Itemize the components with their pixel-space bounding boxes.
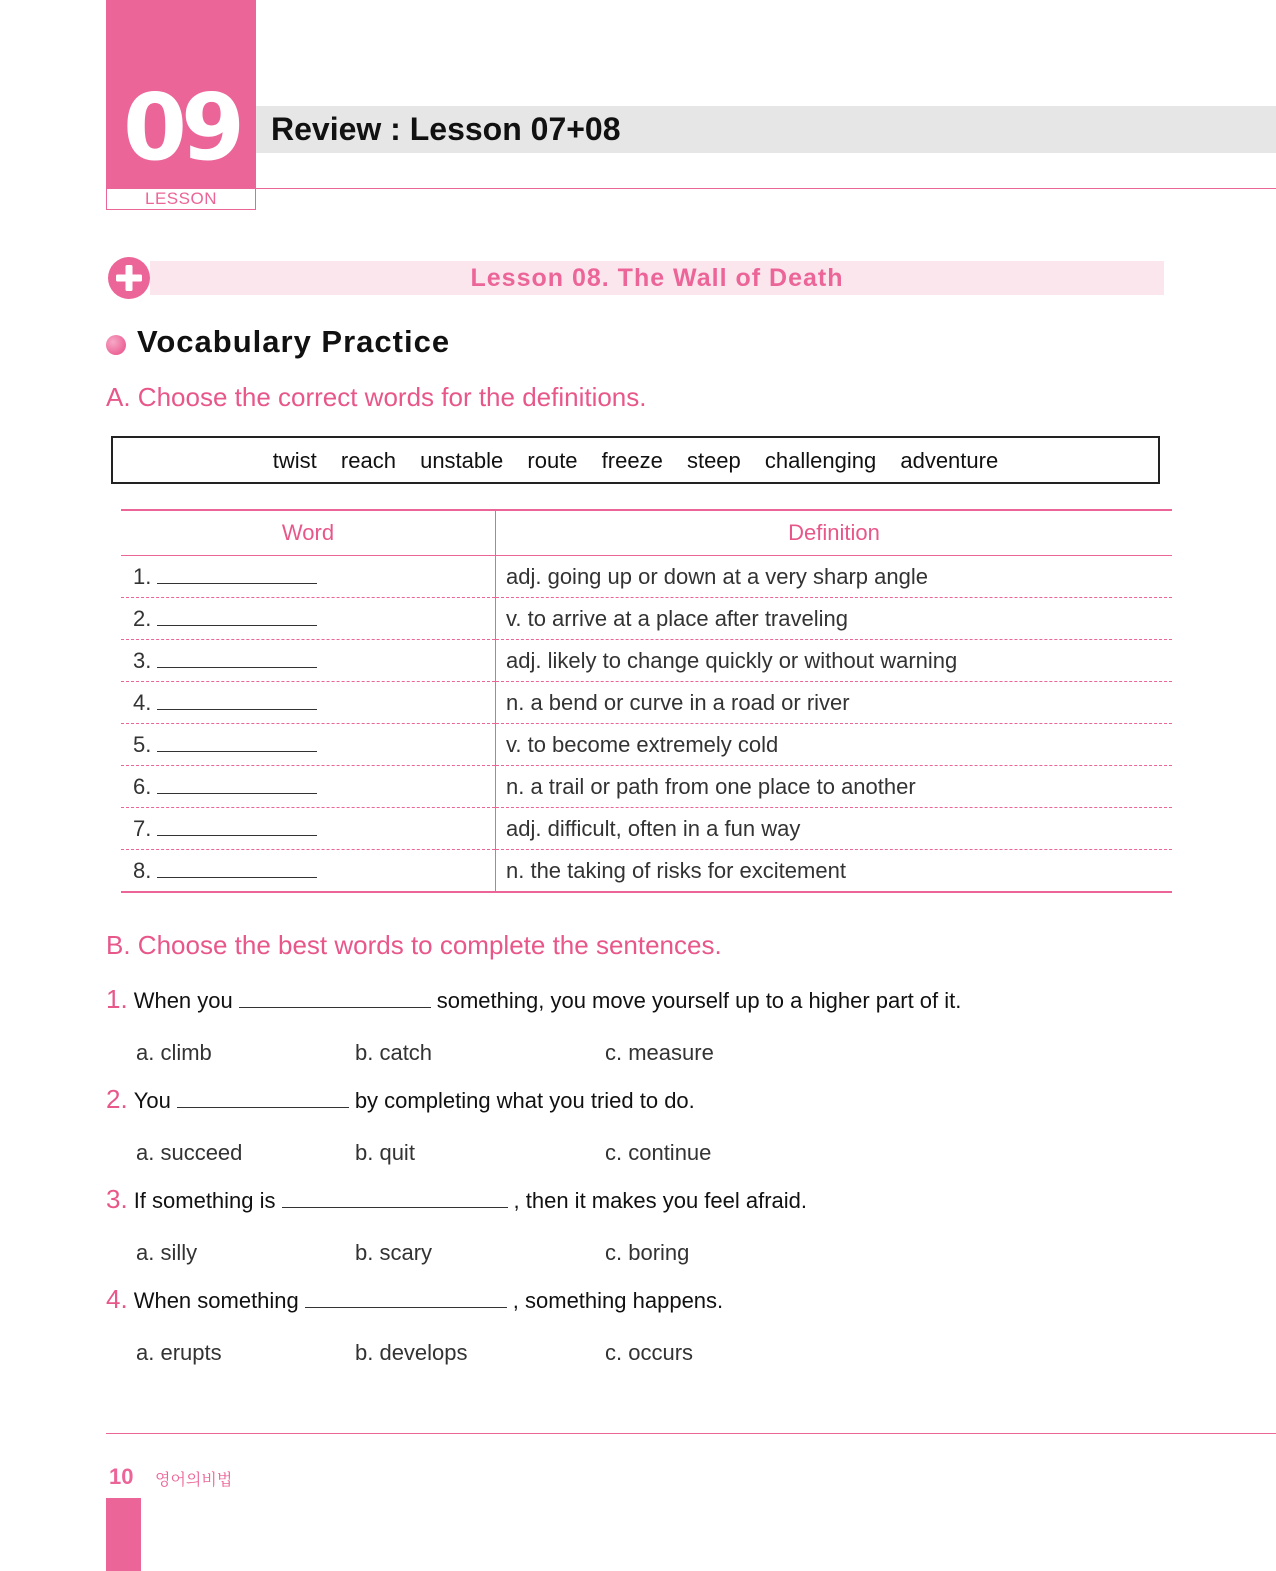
word-bank-item: reach [340, 448, 396, 473]
question-text-before: When you [133, 988, 233, 1013]
answer-blank[interactable] [157, 691, 317, 710]
question-text-after: something, you move yourself up to a higher part of it. [436, 988, 962, 1013]
row-number: 2. [133, 605, 152, 631]
option-b[interactable]: b. catch [355, 1040, 433, 1065]
option-c[interactable]: c. occurs [605, 1340, 694, 1365]
definition-text: adj. difficult, often in a fun way [496, 808, 1173, 850]
section-title: Vocabulary Practice [137, 324, 451, 359]
definition-text: n. the taking of risks for excitement [496, 850, 1173, 893]
answer-blank[interactable] [157, 607, 317, 626]
page-number: 10 [109, 1464, 134, 1489]
table-row [121, 640, 1172, 682]
table-header [121, 510, 1172, 556]
row-number: 5. [133, 731, 152, 757]
answer-blank[interactable] [305, 1287, 507, 1308]
definition-text: n. a trail or path from one place to another [496, 766, 1173, 808]
option-a[interactable]: a. silly [136, 1240, 198, 1265]
table-row [121, 598, 1172, 640]
question-number: 1. [106, 984, 128, 1014]
footer-accent-block [106, 1498, 141, 1571]
row-number: 4. [133, 689, 152, 715]
row-number: 6. [133, 773, 152, 799]
answer-blank[interactable] [177, 1087, 349, 1108]
option-c[interactable]: c. boring [605, 1240, 690, 1265]
table-row [121, 850, 1172, 893]
plus-icon [108, 257, 150, 299]
table-row [121, 724, 1172, 766]
option-c[interactable]: c. measure [605, 1040, 714, 1065]
option-b[interactable]: b. develops [355, 1340, 468, 1365]
definition-text: adj. going up or down at a very sharp angle [496, 556, 1173, 598]
question-number: 4. [106, 1284, 128, 1314]
option-a[interactable]: a. erupts [136, 1340, 222, 1365]
option-c[interactable]: c. continue [605, 1140, 712, 1165]
lesson-banner-title: Lesson 08. The Wall of Death [470, 264, 844, 292]
title-divider [256, 188, 1276, 189]
word-bank-item: twist [272, 448, 317, 473]
lesson-label: LESSON [106, 189, 256, 210]
bullet-icon [106, 335, 126, 355]
word-bank [111, 436, 1160, 484]
definition-text: v. to become extremely cold [496, 724, 1173, 766]
question-text-after: , something happens. [512, 1288, 724, 1313]
definition-text: n. a bend or curve in a road or river [496, 682, 1173, 724]
question-number: 3. [106, 1184, 128, 1214]
answer-blank[interactable] [157, 565, 317, 584]
book-name: 영어의비법 [155, 1472, 233, 1489]
option-b[interactable]: b. quit [355, 1140, 415, 1165]
definitions-table [121, 509, 1172, 893]
word-bank-item: unstable [420, 448, 504, 473]
definition-text: v. to arrive at a place after traveling [496, 598, 1173, 640]
row-number: 7. [133, 815, 152, 841]
footer-divider [106, 1433, 1276, 1434]
word-bank-item: challenging [764, 448, 877, 473]
question-text-before: When something [133, 1288, 299, 1313]
column-header-word: Word [121, 510, 496, 556]
answer-blank[interactable] [157, 733, 317, 752]
answer-blank[interactable] [157, 649, 317, 668]
table-row [121, 808, 1172, 850]
row-number: 1. [133, 563, 152, 589]
table-row [121, 556, 1172, 598]
part-a-heading: A. Choose the correct words for the definitions. [106, 382, 647, 412]
option-b[interactable]: b. scary [355, 1240, 433, 1265]
answer-blank[interactable] [282, 1187, 508, 1208]
table-row [121, 682, 1172, 724]
question-3 [106, 1184, 807, 1215]
question-number: 2. [106, 1084, 128, 1114]
definition-text: adj. likely to change quickly or without warning [496, 640, 1173, 682]
question-1 [106, 984, 961, 1015]
question-text-after: by completing what you tried to do. [354, 1088, 695, 1113]
answer-blank[interactable] [157, 859, 317, 878]
page-title: Review : Lesson 07+08 [271, 111, 621, 147]
option-a[interactable]: a. succeed [136, 1140, 243, 1165]
word-bank-item: route [527, 448, 578, 473]
table-row [121, 766, 1172, 808]
row-number: 3. [133, 647, 152, 673]
word-bank-item: steep [686, 448, 741, 473]
word-bank-item: freeze [601, 448, 663, 473]
answer-blank[interactable] [157, 775, 317, 794]
question-2 [106, 1084, 695, 1115]
lesson-number: 09 [122, 74, 240, 181]
question-4 [106, 1284, 723, 1315]
answer-blank[interactable] [239, 987, 431, 1008]
option-a[interactable]: a. climb [136, 1040, 212, 1065]
question-text-before: If something is [133, 1188, 276, 1213]
answer-blank[interactable] [157, 817, 317, 836]
word-bank-item: adventure [900, 448, 999, 473]
column-header-definition: Definition [496, 510, 1173, 556]
part-b-heading: B. Choose the best words to complete the sentences. [106, 930, 722, 960]
row-number: 8. [133, 857, 152, 883]
question-text-after: , then it makes you feel afraid. [513, 1188, 808, 1213]
question-text-before: You [133, 1088, 171, 1113]
